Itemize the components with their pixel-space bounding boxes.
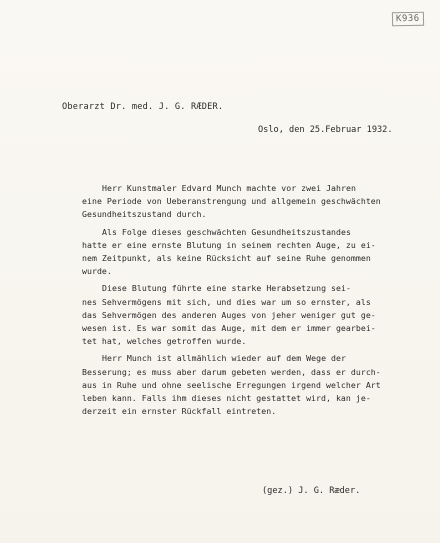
- body-line: derzeit ein ernster Rückfall eintreten.: [82, 406, 277, 417]
- body-line: wurde.: [82, 266, 112, 277]
- body-line: aus in Ruhe und ohne seelische Erregungen irgend welcher Art: [82, 379, 381, 390]
- body-line: Besserung; es muss aber darum gebeten werden, dass er durch-: [82, 366, 381, 377]
- body-line: tet hat, welches getroffen wurde.: [82, 336, 247, 347]
- body-line: Als Folge dieses geschwächten Gesundheitszustandes: [102, 226, 351, 237]
- letter-header: Oberarzt Dr. med. J. G. RÆDER.: [62, 102, 224, 112]
- body-line: eine Periode von Ueberanstrengung und allgemein geschwächten: [82, 196, 381, 207]
- body-line: wesen ist. Es war somit das Auge, mit dem er immer gearbei-: [82, 323, 376, 334]
- body-line: hatte er eine ernste Blutung in seinem rechten Auge, zu ei-: [82, 239, 376, 250]
- archive-stamp: K936: [392, 12, 424, 27]
- body-line: nes Sehvermögens mit sich, und dies war um so ernster, als: [82, 296, 371, 307]
- body-line: das Sehvermögen des anderen Auges von jeher weniger gut ge-: [82, 309, 376, 320]
- body-line: Herr Kunstmaler Edvard Munch machte vor zwei Jahren: [102, 183, 356, 193]
- body-line: Diese Blutung führte eine starke Herabsetzung sei-: [102, 283, 351, 294]
- body-line: Herr Munch ist allmählich wieder auf dem Wege der: [102, 353, 346, 364]
- letter-body: [82, 182, 382, 418]
- body-line: Gesundheitszustand durch.: [82, 209, 207, 220]
- body-line: leben kann. Falls ihm dieses nicht gestattet wird, kan je-: [82, 393, 371, 404]
- signature: (gez.) J. G. Ræder.: [262, 486, 361, 496]
- body-line: nem Zeitpunkt, als keine Rücksicht auf seine Ruhe genommen: [82, 253, 371, 264]
- letter-date: Oslo, den 25.Februar 1932.: [258, 125, 393, 135]
